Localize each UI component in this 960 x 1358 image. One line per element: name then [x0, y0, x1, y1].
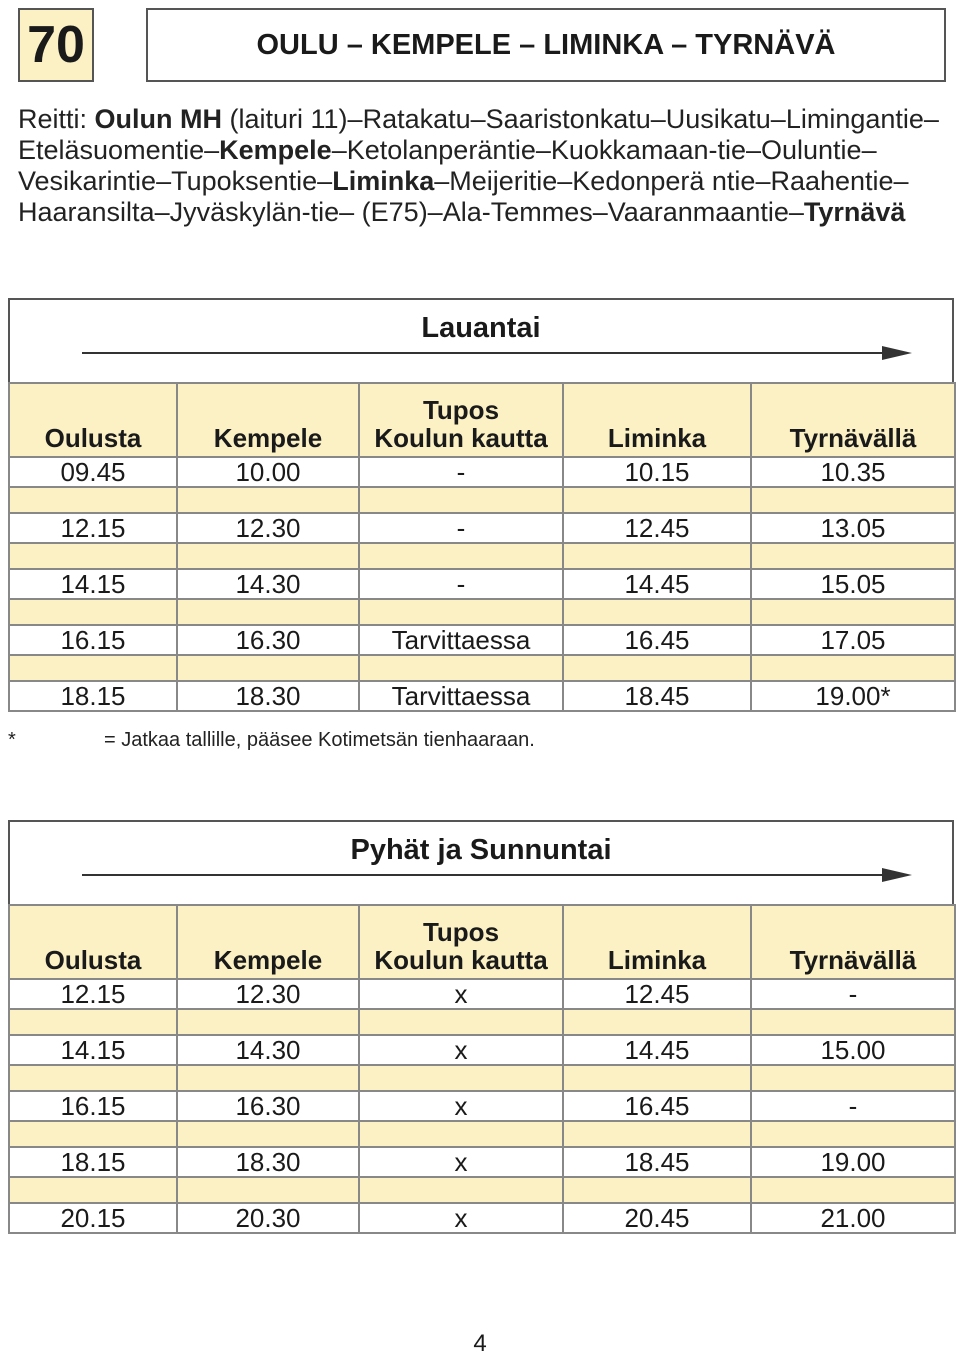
time-cell: 14.15 [9, 1035, 177, 1065]
spacer-row [9, 543, 955, 569]
time-cell: 18.15 [9, 681, 177, 711]
sunday-timetable [8, 904, 956, 1234]
column-header: Tyrnävällä [751, 905, 955, 979]
time-cell: 14.45 [563, 1035, 751, 1065]
route-text: –Ketolanperäntie–Kuokkamaan-tie–Ouluntie–Vesikarintie–Tupoksentie– [18, 135, 877, 196]
column-header: Oulusta [9, 383, 177, 457]
time-cell: 18.45 [563, 681, 751, 711]
spacer-cell [177, 487, 359, 513]
time-cell: 18.15 [9, 1147, 177, 1177]
spacer-row [9, 1065, 955, 1091]
spacer-cell [751, 1065, 955, 1091]
column-header: Oulusta [9, 905, 177, 979]
time-cell: x [359, 1035, 563, 1065]
time-cell: 13.05 [751, 513, 955, 543]
saturday-section [8, 298, 954, 712]
time-cell: - [359, 513, 563, 543]
spacer-cell [751, 655, 955, 681]
spacer-row [9, 1009, 955, 1035]
column-header: Tyrnävällä [751, 383, 955, 457]
time-cell: 16.30 [177, 1091, 359, 1121]
time-cell: 16.45 [563, 625, 751, 655]
direction-arrow-icon [82, 346, 912, 360]
spacer-cell [751, 599, 955, 625]
time-cell: 10.35 [751, 457, 955, 487]
route-stop-bold: Kempele [219, 135, 332, 165]
time-cell: 16.45 [563, 1091, 751, 1121]
spacer-cell [177, 655, 359, 681]
time-cell: x [359, 979, 563, 1009]
page-number: 4 [473, 1330, 487, 1357]
table-header-row [9, 905, 955, 979]
spacer-row [9, 487, 955, 513]
time-cell: x [359, 1203, 563, 1233]
table-row [9, 569, 955, 599]
table-row [9, 1147, 955, 1177]
spacer-row [9, 599, 955, 625]
time-cell: 18.30 [177, 1147, 359, 1177]
time-cell: 21.00 [751, 1203, 955, 1233]
spacer-cell [751, 1009, 955, 1035]
spacer-cell [751, 543, 955, 569]
saturday-header-box [8, 298, 954, 382]
spacer-cell [359, 655, 563, 681]
route-stop-bold: Liminka [332, 166, 435, 196]
column-header: Kempele [177, 905, 359, 979]
spacer-cell [9, 487, 177, 513]
spacer-cell [359, 1009, 563, 1035]
time-cell: - [359, 457, 563, 487]
sunday-title: Pyhät ja Sunnuntai [350, 834, 612, 866]
spacer-cell [9, 1065, 177, 1091]
time-cell: 10.00 [177, 457, 359, 487]
column-header: Liminka [563, 383, 751, 457]
table-header-row [9, 383, 955, 457]
time-cell: 12.15 [9, 979, 177, 1009]
table-row [9, 1035, 955, 1065]
spacer-cell [177, 1177, 359, 1203]
time-cell: - [751, 1091, 955, 1121]
route-number: 70 [18, 8, 94, 82]
spacer-cell [751, 1121, 955, 1147]
spacer-cell [359, 1065, 563, 1091]
direction-arrow-icon [82, 868, 912, 882]
time-cell: 16.15 [9, 625, 177, 655]
spacer-cell [177, 1121, 359, 1147]
spacer-cell [563, 487, 751, 513]
spacer-cell [563, 655, 751, 681]
spacer-cell [359, 487, 563, 513]
time-cell: 14.15 [9, 569, 177, 599]
spacer-cell [359, 1177, 563, 1203]
time-cell: 19.00* [751, 681, 955, 711]
time-cell: 18.45 [563, 1147, 751, 1177]
spacer-cell [563, 599, 751, 625]
spacer-cell [563, 543, 751, 569]
time-cell: 16.30 [177, 625, 359, 655]
column-header: Kempele [177, 383, 359, 457]
spacer-cell [563, 1065, 751, 1091]
time-cell: 17.05 [751, 625, 955, 655]
time-cell: Tarvittaessa [359, 625, 563, 655]
spacer-cell [751, 487, 955, 513]
time-cell: 14.45 [563, 569, 751, 599]
time-cell: 20.45 [563, 1203, 751, 1233]
spacer-cell [9, 1121, 177, 1147]
time-cell: - [751, 979, 955, 1009]
column-header: Tupos Koulun kautta [359, 383, 563, 457]
spacer-row [9, 1121, 955, 1147]
table-row [9, 457, 955, 487]
route-description [18, 104, 948, 228]
sunday-section [8, 820, 954, 1234]
route-stop-bold: Oulun MH [94, 104, 223, 134]
time-cell: - [359, 569, 563, 599]
time-cell: 15.00 [751, 1035, 955, 1065]
spacer-cell [177, 1065, 359, 1091]
spacer-cell [9, 1009, 177, 1035]
time-cell: 12.45 [563, 979, 751, 1009]
saturday-title: Lauantai [421, 312, 541, 344]
time-cell: 12.45 [563, 513, 751, 543]
route-text: –Meijeritie–Kedonperä ntie–Raahentie–Haaransilta–Jyväskylän-tie– (E75)–Ala-Temmes–Vaaranmaantie– [18, 166, 909, 227]
time-cell: 14.30 [177, 1035, 359, 1065]
footnote-text: = Jatkaa tallille, pääsee Kotimetsän tienhaaraan. [104, 729, 535, 751]
spacer-cell [359, 599, 563, 625]
footnote-star: * [8, 729, 16, 751]
table-row [9, 979, 955, 1009]
spacer-cell [177, 543, 359, 569]
table-row [9, 681, 955, 711]
time-cell: 10.15 [563, 457, 751, 487]
spacer-cell [9, 543, 177, 569]
table-row [9, 1091, 955, 1121]
time-cell: 12.30 [177, 513, 359, 543]
route-stop-bold: Tyrnävä [803, 197, 906, 227]
spacer-cell [177, 1009, 359, 1035]
sunday-header-box [8, 820, 954, 904]
route-text: Reitti: [18, 104, 95, 134]
time-cell: 15.05 [751, 569, 955, 599]
column-header: Tupos Koulun kautta [359, 905, 563, 979]
spacer-cell [751, 1177, 955, 1203]
spacer-cell [9, 655, 177, 681]
time-cell: Tarvittaessa [359, 681, 563, 711]
route-text: (laituri 11)–Ratakatu–Saaristonkatu–Uusikatu–Limingantie–Eteläsuomentie– [18, 104, 939, 165]
time-cell: 16.15 [9, 1091, 177, 1121]
time-cell: 19.00 [751, 1147, 955, 1177]
table-row [9, 625, 955, 655]
time-cell: x [359, 1147, 563, 1177]
spacer-row [9, 1177, 955, 1203]
spacer-cell [359, 543, 563, 569]
table-row [9, 1203, 955, 1233]
time-cell: 12.15 [9, 513, 177, 543]
time-cell: 20.15 [9, 1203, 177, 1233]
spacer-cell [177, 599, 359, 625]
spacer-cell [563, 1177, 751, 1203]
time-cell: 20.30 [177, 1203, 359, 1233]
time-cell: x [359, 1091, 563, 1121]
spacer-cell [563, 1009, 751, 1035]
time-cell: 12.30 [177, 979, 359, 1009]
saturday-timetable [8, 382, 956, 712]
table-row [9, 513, 955, 543]
column-header: Liminka [563, 905, 751, 979]
spacer-cell [9, 1177, 177, 1203]
route-title: OULU – KEMPELE – LIMINKA – TYRNÄVÄ [146, 8, 946, 82]
spacer-cell [9, 599, 177, 625]
time-cell: 09.45 [9, 457, 177, 487]
spacer-cell [359, 1121, 563, 1147]
time-cell: 14.30 [177, 569, 359, 599]
spacer-row [9, 655, 955, 681]
time-cell: 18.30 [177, 681, 359, 711]
spacer-cell [563, 1121, 751, 1147]
